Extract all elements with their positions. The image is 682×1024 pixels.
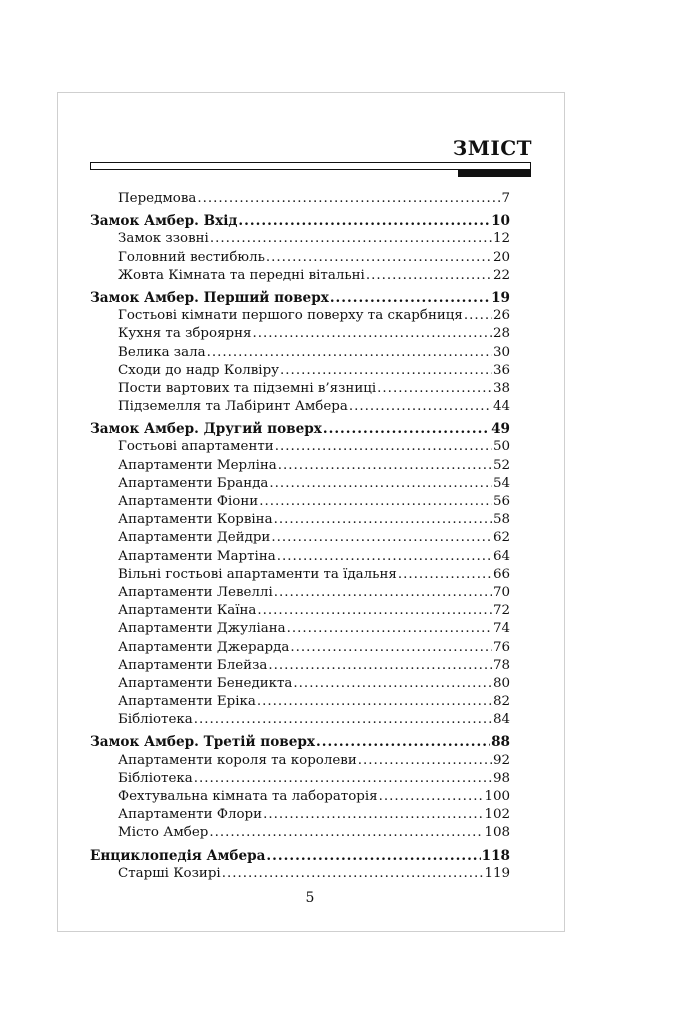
toc-section-entry bbox=[90, 733, 510, 751]
toc-entry-label: Апартаменти Бенедикта bbox=[118, 675, 293, 691]
toc-entry-label: Апартаменти Джуліана bbox=[118, 621, 286, 637]
toc-entry bbox=[90, 529, 510, 547]
toc-leader-dots bbox=[263, 806, 483, 824]
toc-entry-page: 84 bbox=[492, 712, 510, 728]
toc-entry-label: Гостьові апартаменти bbox=[118, 439, 274, 455]
toc-entry-page: 49 bbox=[491, 421, 510, 438]
toc-entry bbox=[90, 657, 510, 675]
toc-entry bbox=[90, 566, 510, 584]
toc-leader-dots bbox=[358, 752, 492, 770]
toc-entry-page: 78 bbox=[492, 657, 510, 673]
toc-leader-dots bbox=[257, 693, 492, 711]
toc-entry-page: 30 bbox=[492, 344, 510, 360]
toc-leader-dots bbox=[366, 267, 492, 285]
toc-entry-page: 72 bbox=[492, 603, 510, 619]
toc-leader-dots bbox=[293, 675, 492, 693]
toc-entry-page: 56 bbox=[492, 494, 510, 509]
toc-leader-dots bbox=[278, 457, 492, 475]
toc-entry-page: 98 bbox=[492, 770, 510, 786]
toc-entry bbox=[90, 493, 510, 511]
toc-entry-label: Велика зала bbox=[118, 344, 206, 360]
toc-leader-dots bbox=[268, 657, 492, 675]
toc-entry-label: Замок Амбер. Вхід bbox=[90, 213, 238, 230]
title-rule-bar bbox=[458, 169, 531, 177]
toc-leader-dots bbox=[464, 307, 492, 325]
toc-entry-page: 44 bbox=[492, 399, 510, 415]
toc-leader-dots bbox=[266, 249, 492, 267]
toc-entry-page: 108 bbox=[484, 825, 510, 841]
toc-entry-label: Апартаменти Левеллі bbox=[118, 584, 273, 600]
toc-entry-page: 70 bbox=[492, 584, 510, 600]
toc-entry-page: 26 bbox=[492, 308, 510, 324]
toc-entry-page: 22 bbox=[492, 267, 510, 283]
toc-entry-page: 54 bbox=[492, 475, 510, 491]
toc-entry-label: Замок ззовні bbox=[118, 231, 209, 247]
toc-entry-page: 82 bbox=[492, 694, 510, 710]
toc-entry bbox=[90, 620, 510, 638]
toc-leader-dots bbox=[274, 584, 492, 602]
toc-leader-dots bbox=[210, 230, 492, 248]
toc-entry-label: Бібліотека bbox=[118, 770, 193, 786]
toc-leader-dots bbox=[316, 733, 490, 751]
toc-entry bbox=[90, 190, 510, 208]
toc-entry-page: 38 bbox=[492, 380, 510, 396]
toc-leader-dots bbox=[287, 620, 492, 638]
toc-entry-label: Пости вартових та підземні в’язниці bbox=[118, 380, 377, 396]
toc-entry-page: 36 bbox=[492, 362, 510, 378]
toc-leader-dots bbox=[271, 529, 492, 547]
toc-entry bbox=[90, 344, 510, 362]
toc-leader-dots bbox=[379, 788, 484, 806]
toc-leader-dots bbox=[252, 325, 491, 343]
toc-entry bbox=[90, 398, 510, 416]
toc-entry-page: 102 bbox=[484, 807, 510, 823]
toc-entry bbox=[90, 824, 510, 842]
toc-entry bbox=[90, 639, 510, 657]
toc-section-entry bbox=[90, 847, 510, 865]
toc-leader-dots bbox=[266, 847, 480, 865]
toc-entry-page: 28 bbox=[492, 326, 510, 342]
toc-entry-label: Апартаменти Мартіна bbox=[118, 548, 276, 564]
toc-entry-page: 62 bbox=[492, 530, 510, 546]
toc-section-entry bbox=[90, 289, 510, 307]
toc-entry-label: Енциклопедія Амбера bbox=[90, 847, 266, 864]
toc-entry bbox=[90, 325, 510, 343]
toc-entry bbox=[90, 693, 510, 711]
toc-section-entry bbox=[90, 420, 510, 438]
toc-leader-dots bbox=[259, 493, 492, 511]
toc-entry bbox=[90, 307, 510, 325]
toc-entry bbox=[90, 770, 510, 788]
toc-entry bbox=[90, 752, 510, 770]
toc-entry-label: Замок Амбер. Перший поверх bbox=[90, 289, 329, 306]
toc-entry-page: 74 bbox=[492, 621, 510, 637]
toc-entry-label: Апартаменти Каїна bbox=[118, 603, 257, 619]
toc-entry-label: Сходи до надр Колвіру bbox=[118, 362, 280, 378]
toc-entry bbox=[90, 267, 510, 285]
toc-entry-page: 64 bbox=[492, 548, 510, 564]
toc-entry bbox=[90, 475, 510, 493]
toc-entry bbox=[90, 438, 510, 456]
toc-leader-dots bbox=[323, 420, 490, 438]
toc-entry-page: 50 bbox=[492, 439, 510, 455]
toc-leader-dots bbox=[197, 190, 500, 208]
toc-entry-page: 10 bbox=[491, 213, 510, 230]
toc-entry-label: Апартаменти Джерарда bbox=[118, 639, 290, 655]
toc-entry-page: 76 bbox=[492, 639, 510, 655]
toc-entry-label: Передмова bbox=[118, 191, 197, 206]
page-number: 5 bbox=[305, 890, 315, 906]
toc-entry-label: Апартаменти Фіони bbox=[118, 494, 259, 509]
toc-entry-page: 100 bbox=[484, 789, 510, 804]
toc-entry-page: 66 bbox=[492, 566, 510, 582]
toc-entry-label: Вільні гостьові апартаменти та їдальня bbox=[118, 566, 397, 582]
toc-leader-dots bbox=[349, 398, 492, 416]
toc-entry-label: Замок Амбер. Третій поверх bbox=[90, 734, 315, 751]
toc-entry-label: Місто Амбер bbox=[118, 825, 209, 841]
toc-leader-dots bbox=[280, 362, 492, 380]
toc-leader-dots bbox=[290, 639, 492, 657]
toc-leader-dots bbox=[222, 865, 484, 883]
toc-entry bbox=[90, 511, 510, 529]
table-of-contents bbox=[90, 190, 510, 883]
toc-entry-label: Апартаменти Бранда bbox=[118, 475, 269, 491]
toc-leader-dots bbox=[238, 212, 490, 230]
page-title: ЗМІСТ bbox=[452, 136, 532, 160]
toc-leader-dots bbox=[275, 438, 492, 456]
toc-entry bbox=[90, 362, 510, 380]
toc-entry-label: Апартаменти короля та королеви bbox=[118, 752, 357, 768]
toc-entry bbox=[90, 230, 510, 248]
toc-entry-page: 119 bbox=[484, 865, 510, 881]
toc-entry-page: 80 bbox=[492, 675, 510, 691]
toc-entry-label: Апартаменти Еріка bbox=[118, 694, 256, 710]
toc-entry-page: 7 bbox=[501, 191, 510, 206]
toc-section-entry bbox=[90, 212, 510, 230]
toc-entry-label: Бібліотека bbox=[118, 712, 193, 728]
toc-entry-page: 52 bbox=[492, 457, 510, 473]
toc-entry bbox=[90, 788, 510, 806]
toc-leader-dots bbox=[274, 511, 492, 529]
toc-entry bbox=[90, 548, 510, 566]
toc-entry bbox=[90, 711, 510, 729]
toc-leader-dots bbox=[257, 602, 492, 620]
toc-entry-label: Головний вестибюль bbox=[118, 249, 265, 265]
toc-leader-dots bbox=[209, 824, 483, 842]
toc-entry bbox=[90, 602, 510, 620]
toc-entry-page: 12 bbox=[492, 231, 510, 247]
toc-entry-page: 88 bbox=[491, 734, 510, 751]
toc-entry bbox=[90, 865, 510, 883]
toc-entry-label: Старші Козирі bbox=[118, 865, 221, 881]
toc-leader-dots bbox=[277, 548, 492, 566]
toc-entry-label: Жовта Кімната та передні вітальні bbox=[118, 267, 365, 283]
toc-leader-dots bbox=[330, 289, 490, 307]
toc-entry-label: Апартаменти Дейдри bbox=[118, 530, 271, 546]
toc-entry-label: Кухня та зброярня bbox=[118, 326, 252, 342]
toc-leader-dots bbox=[269, 475, 492, 493]
toc-entry-label: Підземелля та Лабіринт Амбера bbox=[118, 399, 348, 415]
toc-entry-page: 19 bbox=[491, 289, 510, 306]
toc-entry bbox=[90, 675, 510, 693]
toc-entry-label: Апартаменти Корвіна bbox=[118, 512, 273, 528]
toc-entry-label: Фехтувальна кімната та лабораторія bbox=[118, 789, 378, 804]
toc-entry-label: Замок Амбер. Другий поверх bbox=[90, 421, 322, 438]
toc-entry-label: Апартаменти Флори bbox=[118, 807, 263, 823]
toc-entry bbox=[90, 249, 510, 267]
toc-entry bbox=[90, 457, 510, 475]
toc-leader-dots bbox=[377, 380, 492, 398]
toc-entry-label: Апартаменти Мерліна bbox=[118, 457, 277, 473]
toc-entry bbox=[90, 380, 510, 398]
toc-leader-dots bbox=[398, 566, 492, 584]
toc-entry-page: 118 bbox=[481, 847, 510, 864]
toc-leader-dots bbox=[207, 344, 492, 362]
toc-leader-dots bbox=[194, 711, 492, 729]
toc-entry-page: 58 bbox=[492, 512, 510, 528]
toc-entry bbox=[90, 806, 510, 824]
toc-entry-label: Гостьові кімнати першого поверху та скарбниця bbox=[118, 308, 463, 324]
toc-entry-label: Апартаменти Блейза bbox=[118, 657, 268, 673]
toc-leader-dots bbox=[194, 770, 492, 788]
toc-entry-page: 92 bbox=[492, 752, 510, 768]
toc-entry bbox=[90, 584, 510, 602]
toc-entry-page: 20 bbox=[492, 249, 510, 265]
